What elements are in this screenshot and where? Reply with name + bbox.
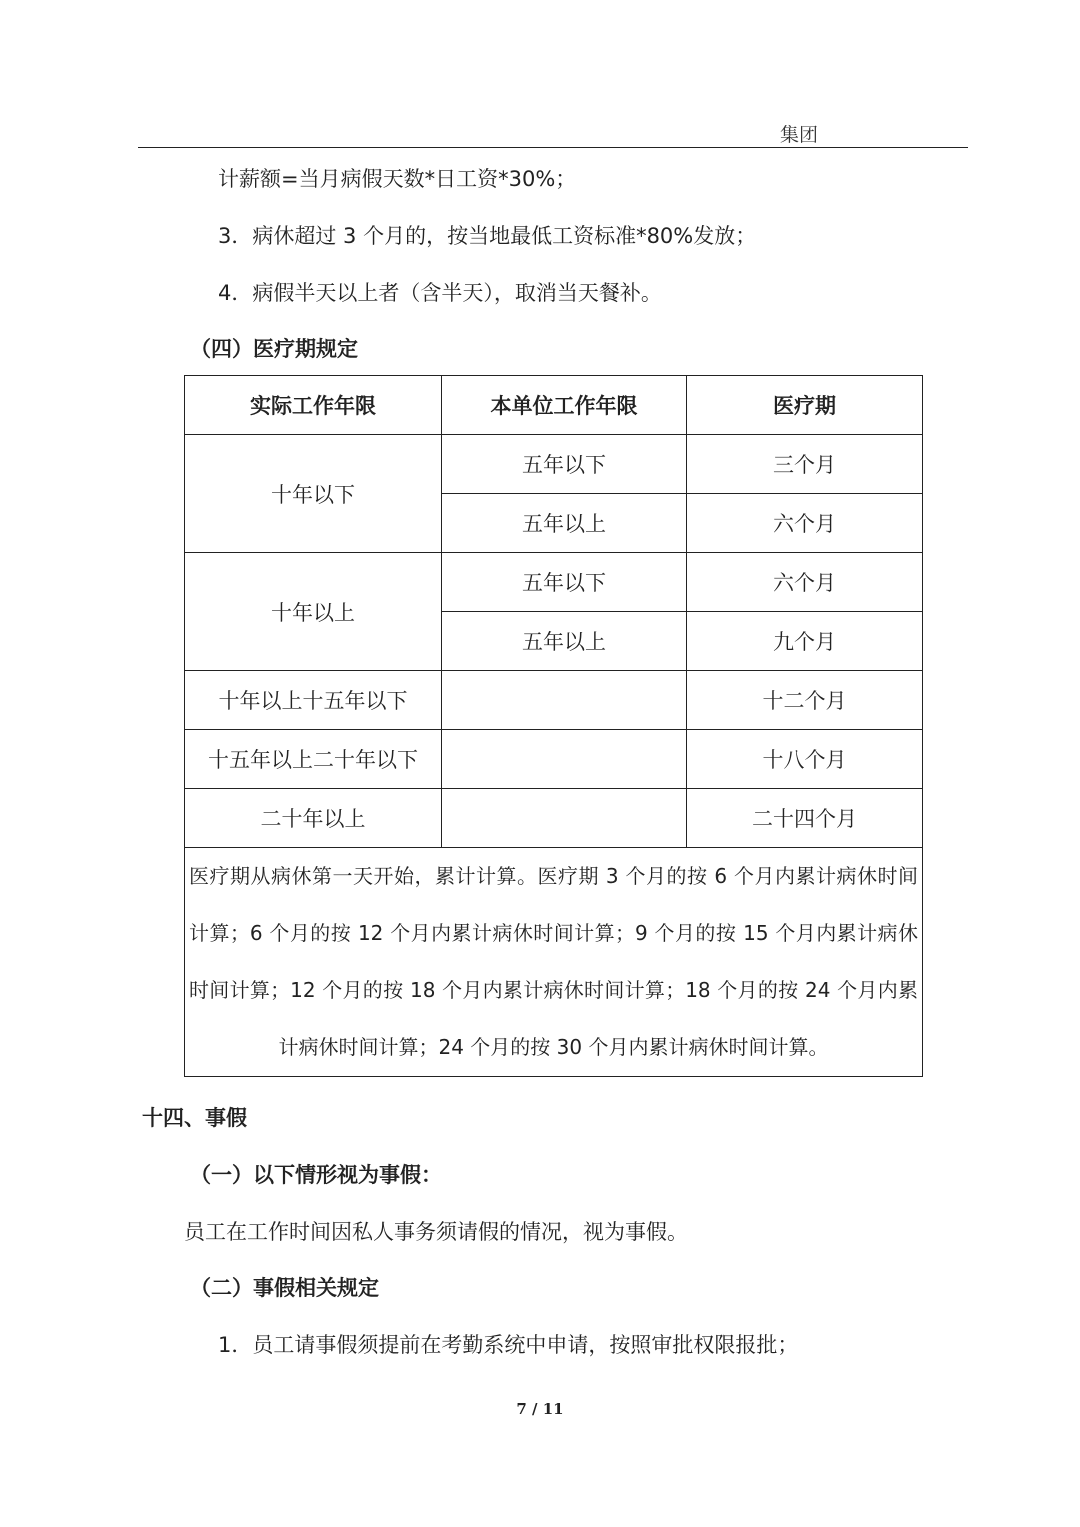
table-cell-unit: 五年以下 bbox=[442, 553, 687, 612]
table-row bbox=[185, 435, 923, 494]
table-cell-years: 十年以上 bbox=[185, 553, 442, 671]
table-header-cell: 医疗期 bbox=[687, 376, 923, 435]
header-company: 集团 bbox=[780, 124, 819, 146]
table-cell-period: 十八个月 bbox=[687, 730, 923, 789]
table-note: 医疗期从病休第一天开始，累计计算。医疗期 3 个月的按 6 个月内累计病休时间计算；6 个月的按 12 个月内累计病休时间计算；9 个月的按 15 个月内累计病休时间计算；12 个月的按 18 个月内累计病休时间计算；18 个月的按 24 个月内累计病休时间计算；24 个月的按 30 个月内累计病休时间计算。 bbox=[185, 848, 923, 1077]
table-cell-period: 二十四个月 bbox=[687, 789, 923, 848]
table-cell-unit: 五年以下 bbox=[442, 435, 687, 494]
page-indicator: 7 / 11 bbox=[516, 1400, 564, 1418]
subsection-personal-leave-definition: （一）以下情形视为事假： bbox=[190, 1163, 442, 1187]
table-header-cell: 实际工作年限 bbox=[185, 376, 442, 435]
medical-period-table bbox=[184, 375, 923, 1077]
table-cell-unit: 五年以上 bbox=[442, 494, 687, 553]
table-row bbox=[185, 553, 923, 612]
table-row bbox=[185, 671, 923, 730]
table-cell-period: 十二个月 bbox=[687, 671, 923, 730]
table-cell-unit: 五年以上 bbox=[442, 612, 687, 671]
table-header-cell: 本单位工作年限 bbox=[442, 376, 687, 435]
paragraph-salary-formula: 计薪额=当月病假天数*日工资*30%； bbox=[218, 167, 577, 191]
table-cell-period: 六个月 bbox=[687, 494, 923, 553]
table-cell-period: 九个月 bbox=[687, 612, 923, 671]
table-cell-years: 十五年以上二十年以下 bbox=[185, 730, 442, 789]
table-row bbox=[185, 730, 923, 789]
table-cell-unit bbox=[442, 730, 687, 789]
section-personal-leave-heading: 十四、事假 bbox=[142, 1106, 247, 1130]
table-cell-unit bbox=[442, 671, 687, 730]
table-cell-period: 三个月 bbox=[687, 435, 923, 494]
list-item-3: 3．病休超过 3 个月的，按当地最低工资标准*80%发放； bbox=[218, 224, 757, 248]
table-cell-period: 六个月 bbox=[687, 553, 923, 612]
list-item-1: 1．员工请事假须提前在考勤系统中申请，按照审批权限报批； bbox=[218, 1333, 799, 1357]
table-cell-years: 二十年以上 bbox=[185, 789, 442, 848]
table-row bbox=[185, 789, 923, 848]
paragraph-personal-leave-definition: 员工在工作时间因私人事务须请假的情况，视为事假。 bbox=[184, 1220, 688, 1244]
section-medical-period-heading: （四）医疗期规定 bbox=[190, 337, 358, 361]
header-rule bbox=[138, 147, 968, 148]
table-cell-years: 十年以下 bbox=[185, 435, 442, 553]
list-item-4: 4．病假半天以上者（含半天），取消当天餐补。 bbox=[218, 281, 662, 305]
table-cell-unit bbox=[442, 789, 687, 848]
table-note-row bbox=[185, 848, 923, 1077]
table-header-row bbox=[185, 376, 923, 435]
table-cell-years: 十年以上十五年以下 bbox=[185, 671, 442, 730]
subsection-personal-leave-rules: （二）事假相关规定 bbox=[190, 1276, 379, 1300]
